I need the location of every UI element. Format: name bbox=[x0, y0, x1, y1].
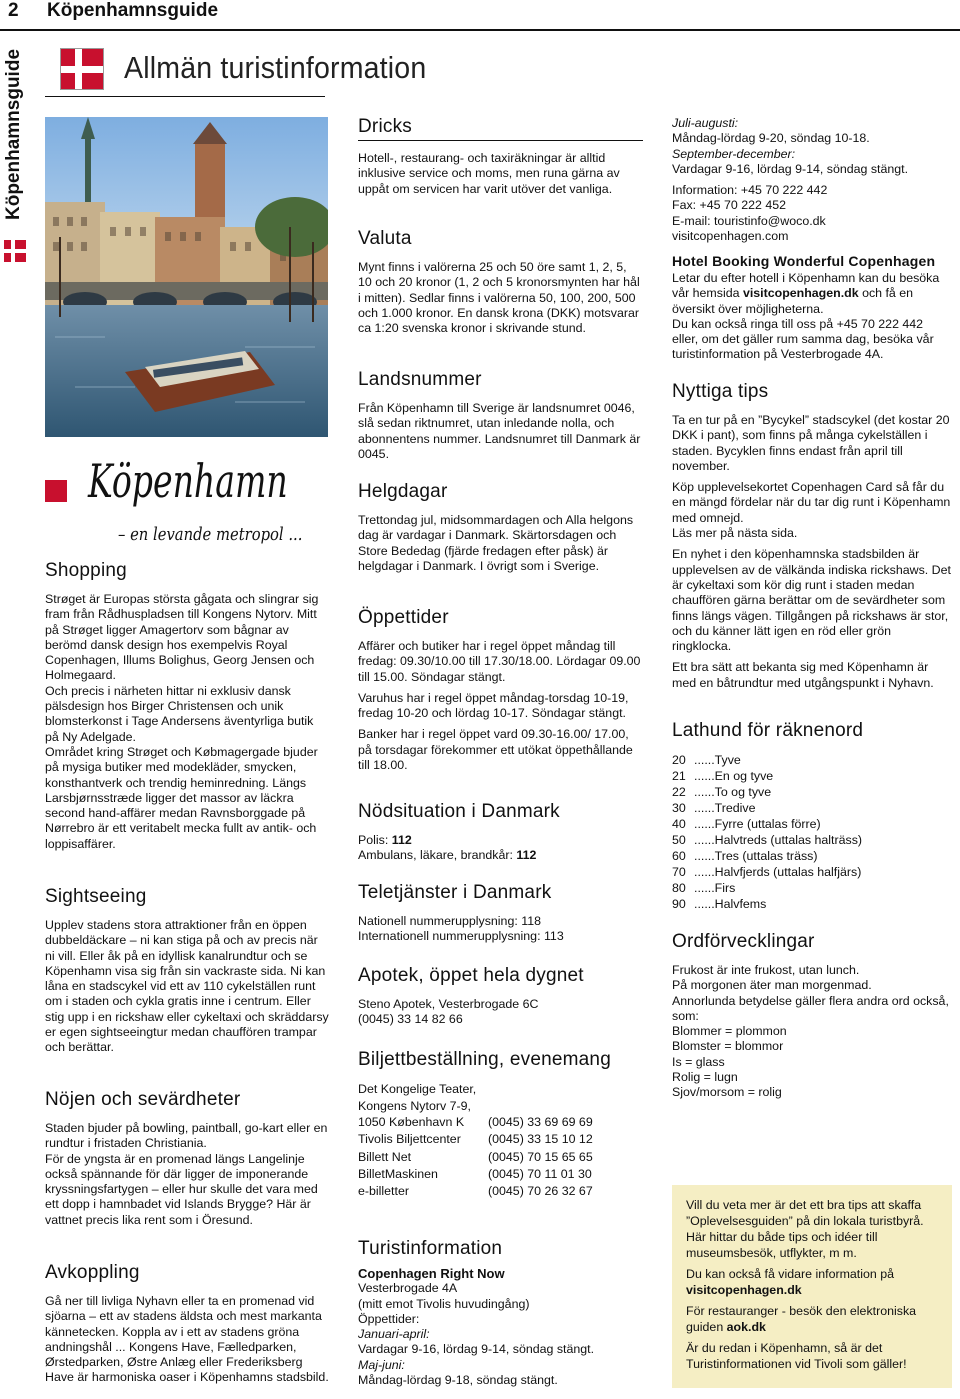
shopping-section bbox=[45, 560, 330, 852]
section-heading: Landsnummer bbox=[358, 369, 482, 390]
number-word-row bbox=[672, 816, 952, 832]
ticket-contact-list bbox=[358, 1114, 643, 1200]
info-line: Rolig = lugn bbox=[672, 1070, 738, 1085]
paragraph: Från Köpenhamn till Sverige är landsnumret 0046, slå sedan riktnumret, utan inledande nolla, och abonnentens nummer. Landsnumret till Danmark är 0045. bbox=[358, 401, 641, 461]
brand-script-title: Köpenhamn bbox=[88, 454, 288, 508]
brand-subtitle: – en levande metropol ... bbox=[118, 524, 303, 545]
infobox-paragraph: Vill du veta mer är det ett bra tips att skaffa ”Oplevelsesguiden” på din lokala turistbyrå. Här hittar du både tips och idéer till museumsbesök, utflykter, m m. bbox=[686, 1198, 924, 1260]
ticket-vendor: Billett Net bbox=[358, 1149, 412, 1164]
number-word-row bbox=[672, 800, 952, 816]
paragraph: Upplev stadens stora attraktioner från en öppen dubbeldäckare – ni kan stiga på och av precis när ni vill. Eller åk på en idyllisk kanalrundtur och se Köpenhamn visa sig från sin vackraste sida. Ni kan låna en stadscykel vid ett av 110 cykelställen runt om i staden och cykla gratis inne i centrum. Eller stig upp i en rickshaw eller cykeltaxi och skräddarsy er egen sightseeingtur medan chauffören trampar och berättar. bbox=[45, 918, 329, 1055]
paragraph: Strøget är Europas största gågata och slingrar sig fram från Rådhuspladsen till Kongens Nytorv. Mitt på Strøget ligger Amagertorv som bågnar av berömd dansk design hos exempelvis Royal Copenhagen, Illums Bolighus, Georg Jensen och Holmegaard. bbox=[45, 592, 319, 683]
info-line: Information: +45 70 222 442 bbox=[672, 183, 828, 198]
paragraph: Ta en tur på en ”Bycykel” stadscykel (det kostar 20 DKK i pant), som finns på många cykelställen i staden. Bycyklen finns endast från april till november. bbox=[672, 413, 950, 473]
helgdagar-section bbox=[358, 481, 643, 574]
number-words-list bbox=[672, 752, 952, 912]
season-label: September-december: bbox=[672, 146, 796, 161]
landsnummer-section bbox=[358, 369, 643, 462]
section-heading: Hotel Booking Wonderful Copenhagen bbox=[672, 253, 936, 269]
danish-flag-icon bbox=[4, 240, 26, 262]
phone-number: (0045) 70 11 01 30 bbox=[488, 1166, 592, 1181]
brand-square bbox=[45, 480, 67, 502]
info-line: (mitt emot Tivolis huvudingång) bbox=[358, 1296, 530, 1311]
paragraph: Hotell-, restaurang- och taxiräkningar är alltid inklusive service och moms, men runa gärna av uppåt om servicen har varit utöver det vanliga. bbox=[358, 151, 620, 196]
section-heading: Nyttiga tips bbox=[672, 381, 769, 402]
info-line: Steno Apotek, Vesterbrogade 6C bbox=[358, 997, 539, 1011]
phone-number: (0045) 33 15 10 12 bbox=[488, 1132, 593, 1147]
info-line: På morgonen äter man morgenmad. bbox=[672, 978, 872, 993]
tips-infobox bbox=[672, 1185, 952, 1388]
danish-number-word: ......Halvtreds (uttalas halträss) bbox=[694, 833, 863, 847]
paragraph: En nyhet i den köpenhamnska stadsbilden är upplevelsen av de välkända indiska rickshaws. Det är cykeltaxi som kör dig runt i staden medan chauffören gärna berättar om de sevärdheter som finns längs vägen. Tillgången på rickshaws är stor, och du känner lätt igen en röd eller grön ringklocka. bbox=[672, 547, 951, 654]
number: 90 bbox=[672, 897, 686, 911]
emergency-number: 112 bbox=[516, 848, 537, 863]
info-line: Blomster = blommor bbox=[672, 1039, 784, 1054]
ticket-contact-row bbox=[358, 1183, 643, 1200]
text: Letar du efter hotell i Köpenhamn kan du besöka vår hemsida bbox=[672, 271, 940, 301]
avkoppling-section bbox=[45, 1262, 330, 1386]
info-line: Kongens Nytorv 7-9, bbox=[358, 1098, 471, 1113]
info-line: Vesterbrogade 4A bbox=[358, 1281, 458, 1296]
danish-number-word: ......Halvfjerds (uttalas halfjärs) bbox=[694, 865, 862, 879]
text: Du kan också få vidare information på bbox=[686, 1267, 894, 1281]
sightseeing-section bbox=[45, 886, 330, 1056]
info-line: Det Kongelige Teater, bbox=[358, 1082, 477, 1096]
season-label: Januari-april: bbox=[358, 1327, 430, 1342]
number: 50 bbox=[672, 833, 686, 847]
paragraph: Och precis i närheten hittar ni exklusiv dansk pälsdesign hos Birger Christensen och unik blomsterkonst i Tage Andersens äventyrliga butik på Ny Adelgade. bbox=[45, 683, 314, 744]
page-title: Allmän turistinformation bbox=[124, 50, 427, 85]
infobox-paragraph: Är du redan i Köpenhamn, så är det Turistinformationen vid Tivoli som gäller! bbox=[686, 1341, 907, 1371]
number: 70 bbox=[672, 865, 686, 879]
info-line: Annorlunda betydelse gäller flera andra ord också, som: bbox=[672, 993, 949, 1023]
info-line: Is = glass bbox=[672, 1054, 725, 1069]
danish-number-word: ......Tyve bbox=[694, 753, 741, 767]
info-line: Nationell nummerupplysning: 118 bbox=[358, 914, 541, 928]
number: 60 bbox=[672, 849, 686, 863]
paragraph: Ett bra sätt att bekanta sig med Köpenhamn är med en båtrundtur med utgångspunkt i Nyhavn. bbox=[672, 660, 934, 690]
number-word-row bbox=[672, 864, 952, 880]
info-line: Måndag-lördag 9-20, söndag 10-18. bbox=[672, 131, 870, 146]
website-link[interactable]: visitcopenhagen.dk bbox=[686, 1283, 802, 1297]
danish-number-word: ......To og tyve bbox=[694, 785, 772, 799]
ticket-contact-row bbox=[358, 1131, 643, 1148]
title-rule bbox=[45, 96, 325, 97]
text: och få en översikt över möjligheterna. bbox=[672, 286, 914, 316]
phone-number: (0045) 33 69 69 69 bbox=[488, 1115, 593, 1129]
valuta-section bbox=[358, 228, 643, 336]
paragraph: Staden bjuder på bowling, paintball, go-kart eller en rundtur i fristaden Christiania. bbox=[45, 1121, 328, 1151]
number: 30 bbox=[672, 801, 686, 815]
paragraph: Området kring Strøget och Købmagergade bjuder på mysiga butiker med modekläder, smycken, konsthantverk och trendig heminredning. Längs Larsbjørnsstræde ligger det massor av läckra second hand-affärer medan Ravnsborggade på Nørrebro är ett veritabelt mecka fullt av antik- och loppisaffärer. bbox=[45, 744, 318, 851]
side-tab-label: Köpenhamnsguide bbox=[3, 48, 24, 220]
section-heading: Avkoppling bbox=[45, 1262, 140, 1283]
number-word-row bbox=[672, 880, 952, 896]
label: Ambulans, läkare, brandkår: bbox=[358, 848, 517, 863]
number: 80 bbox=[672, 881, 686, 895]
section-heading: Ordförvecklingar bbox=[672, 931, 815, 952]
turistinformation-section bbox=[358, 1238, 643, 1388]
info-line: Måndag-lördag 9-18, söndag stängt. bbox=[358, 1373, 558, 1388]
danish-number-word: ......Tres (uttalas träss) bbox=[694, 849, 818, 863]
paragraph: Mynt finns i valörerna 25 och 50 öre samt 1, 2, 5, 10 och 20 kronor (1, 2 och 5 kronorsmynten har hål i mitten). Sedlar finns i valörerna 50, 100, 200, 500 och 1.000 kronor. En dansk krona (DKK) motsvarar ca 1:20 svenska kronor i skrivande stund. bbox=[358, 260, 640, 336]
ticket-vendor: Tivolis Biljettcenter bbox=[358, 1132, 461, 1147]
dricks-section bbox=[358, 116, 643, 197]
ticket-contact-row bbox=[358, 1114, 643, 1131]
turistinformation-continued bbox=[672, 116, 952, 244]
ticket-vendor: BilletMaskinen bbox=[358, 1166, 438, 1181]
phone-number: (0045) 70 26 32 67 bbox=[488, 1184, 593, 1199]
section-heading: Lathund för räknenord bbox=[672, 720, 864, 741]
number-word-row bbox=[672, 832, 952, 848]
section-heading: Valuta bbox=[358, 228, 412, 249]
info-line: Vardagar 9-16, lördag 9-14, söndag stängt. bbox=[358, 1342, 595, 1357]
nyttiga-tips-section bbox=[672, 381, 952, 691]
section-heading: Öppettider bbox=[358, 607, 449, 628]
section-heading: Biljettbeställning, evenemang bbox=[358, 1049, 611, 1070]
section-heading: Nöjen och sevärdheter bbox=[45, 1089, 241, 1110]
number-word-row bbox=[672, 896, 952, 912]
copenhagen-harbour-photo bbox=[45, 117, 328, 437]
paragraph: Du kan också ringa till oss på +45 70 222 442 eller, om det gäller rum samma dag, besöka vår turistinformation på Vesterbrogade 4A. bbox=[672, 316, 934, 362]
paragraph: För de yngsta är en promenad längs Langelinje också spännande för där ligger de imponerande kryssningsfartygen – eller hur skulle det vara med ett dopp i hamnbadet vid Islands Brygge? Här är vattnet precis lika rent som i Öresund. bbox=[45, 1151, 318, 1227]
number: 20 bbox=[672, 753, 686, 767]
section-heading: Apotek, öppet hela dygnet bbox=[358, 965, 584, 986]
season-label: Juli-augusti: bbox=[672, 116, 739, 130]
paragraph: Banker har i regel öppet vard 09.30-16.00/ 17.00, på torsdagar förekommer ett utökat öppethållande till 18.00. bbox=[358, 727, 633, 773]
emergency-number: 112 bbox=[391, 833, 412, 847]
number: 40 bbox=[672, 817, 686, 831]
ticket-contact-row bbox=[358, 1166, 643, 1183]
nojen-section bbox=[45, 1089, 330, 1228]
number-word-row bbox=[672, 768, 952, 784]
paragraph: Läs mer på nästa sida. bbox=[672, 526, 798, 541]
lathund-section bbox=[672, 720, 952, 912]
paragraph: Köp upplevelsekortet Copenhagen Card så får du en mängd fördelar när du tar dig runt i Köpenhamn med omnejd. bbox=[672, 480, 951, 525]
paragraph: Varuhus har i regel öppet måndag-torsdag 10-19, fredag 10-20 och lördag 10-17. Söndagar stängt. bbox=[358, 690, 629, 721]
number: 21 bbox=[672, 769, 686, 783]
website-link[interactable]: aok.dk bbox=[726, 1320, 766, 1334]
section-heading: Nödsituation i Danmark bbox=[358, 801, 560, 822]
section-heading: Shopping bbox=[45, 560, 127, 581]
oppettider-section bbox=[358, 607, 643, 773]
ticket-vendor: 1050 København K bbox=[358, 1115, 465, 1129]
danish-flag-icon bbox=[60, 48, 104, 90]
ticket-vendor: e-billetter bbox=[358, 1184, 409, 1199]
paragraph: Gå ner till livliga Nyhavn eller ta en promenad vid sjöarna – ett av stadens äldsta och mest markanta kännetecken. Koppla av i ett av stadens gröna andningshål ... Kongens Have, Fælledparken, Ørstedparken, Østre Anlæg eller Frederiksberg Have är harmoniska oaser i Köpenhamns stadsbild. bbox=[45, 1294, 329, 1385]
info-line: (0045) 33 14 82 66 bbox=[358, 1012, 463, 1027]
info-line: E-mail: touristinfo@woco.dk bbox=[672, 213, 826, 228]
danish-number-word: ......En og tyve bbox=[694, 769, 774, 783]
number-word-row bbox=[672, 752, 952, 768]
section-heading: Helgdagar bbox=[358, 481, 448, 502]
paragraph: Affärer och butiker har i regel öppet måndag till fredag: 09.30/10.00 till 17.30/18.00. Lördagar 09.00 till 15.00. Söndagar stängt. bbox=[358, 639, 641, 684]
apotek-section bbox=[358, 965, 643, 1028]
section-heading: Sightseeing bbox=[45, 886, 147, 907]
info-line: visitcopenhagen.com bbox=[672, 229, 789, 244]
danish-number-word: ......Fyrre (uttalas förre) bbox=[694, 817, 821, 831]
info-line: Fax: +45 70 222 452 bbox=[672, 198, 787, 213]
info-line: Öppettider: bbox=[358, 1311, 420, 1326]
teletjanster-section bbox=[358, 882, 643, 945]
number: 22 bbox=[672, 785, 686, 799]
danish-number-word: ......Firs bbox=[694, 881, 736, 895]
running-title: Köpenhamnsguide bbox=[47, 0, 219, 21]
section-heading: Dricks bbox=[358, 116, 643, 141]
info-line: Vardagar 9-16, lördag 9-14, söndag stängt. bbox=[672, 161, 909, 176]
paragraph: Trettondag jul, midsommardagen och Alla helgons dag är vardagar i Danmark. Skärtorsdagen och Store Bededag (fjärde fredagen efter påsk) är helgdagar i Danmark. I övrigt som i Sverige. bbox=[358, 513, 634, 573]
season-label: Maj-juni: bbox=[358, 1357, 405, 1372]
page-number: 2 bbox=[8, 0, 19, 21]
hotel-booking-section bbox=[672, 253, 952, 363]
section-heading: Turistinformation bbox=[358, 1238, 503, 1259]
danish-number-word: ......Halvfems bbox=[694, 897, 767, 911]
section-heading: Teletjänster i Danmark bbox=[358, 882, 552, 903]
text: För restauranger - besök den elektroniska guiden bbox=[686, 1304, 917, 1334]
ticket-contact-row bbox=[358, 1149, 643, 1166]
danish-number-word: ......Tredive bbox=[694, 801, 756, 815]
header-rule bbox=[0, 29, 960, 31]
nodsituation-section bbox=[358, 801, 643, 864]
info-line: Sjov/morsom = rolig bbox=[672, 1085, 782, 1100]
label: Polis: bbox=[358, 833, 392, 847]
ordforvecklingar-section bbox=[672, 931, 952, 1101]
info-line: Frukost är inte frukost, utan lunch. bbox=[672, 963, 860, 977]
website-link[interactable]: visitcopenhagen.dk bbox=[742, 286, 859, 301]
number-word-row bbox=[672, 848, 952, 864]
number-word-row bbox=[672, 784, 952, 800]
biljett-section bbox=[358, 1049, 643, 1200]
info-line: Blommer = plommon bbox=[672, 1024, 787, 1039]
office-name: Copenhagen Right Now bbox=[358, 1266, 505, 1281]
info-line: Internationell nummerupplysning: 113 bbox=[358, 929, 564, 944]
phone-number: (0045) 70 15 65 65 bbox=[488, 1149, 593, 1164]
